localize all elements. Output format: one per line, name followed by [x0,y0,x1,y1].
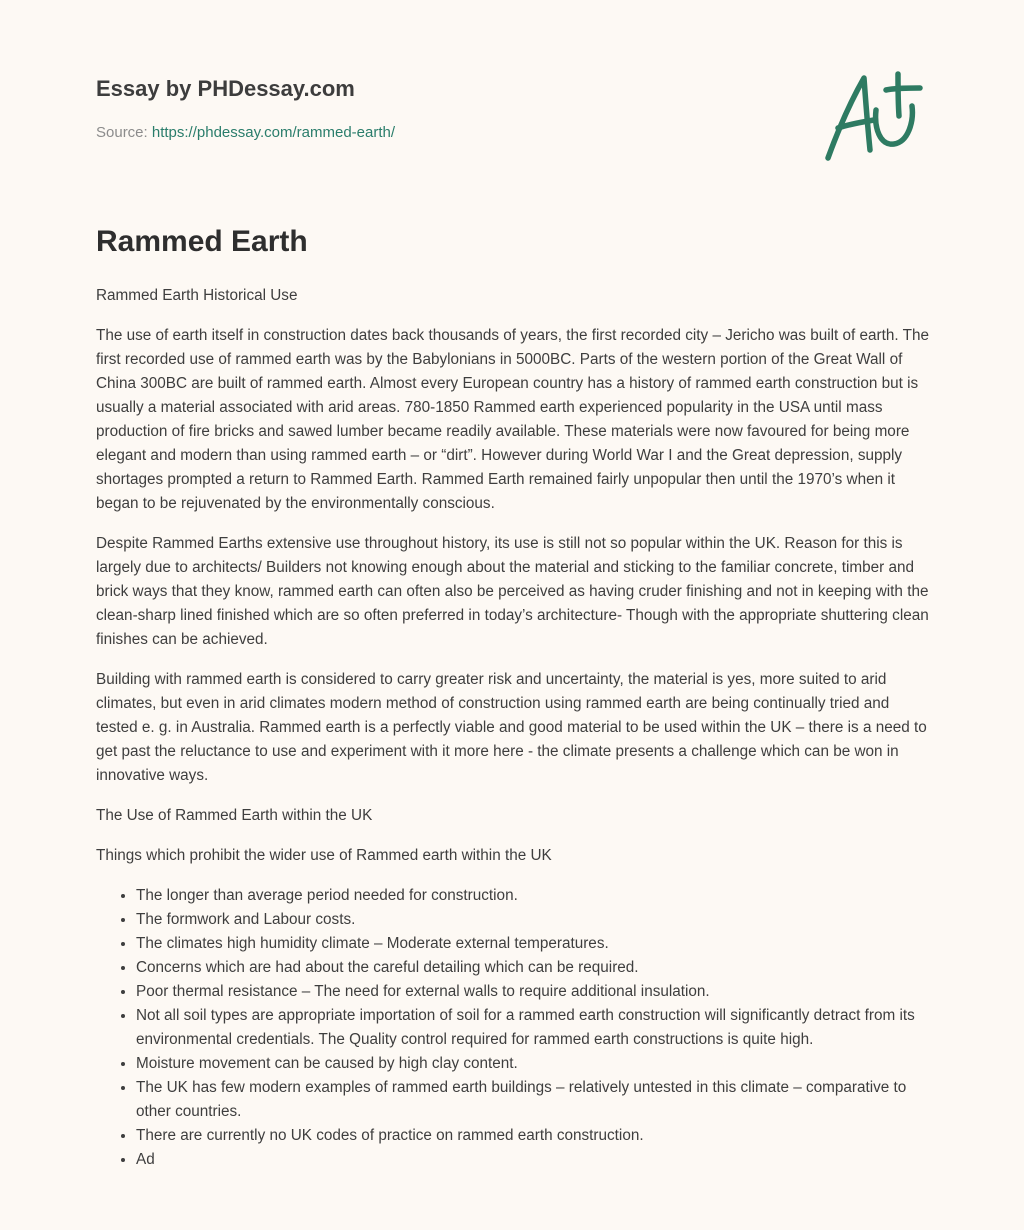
list-intro: Things which prohibit the wider use of Rammed earth within the UK [96,847,552,864]
paragraph: The use of earth itself in construction dates back thousands of years, the first recorded city – Jericho was built of earth. The first recorded use of rammed earth was by the Babylonians in 5000BC. Parts of the western portion of the Great Wall of China 300BC are built of rammed earth. Almost every European country has a history of rammed earth construction but is usually a material associated with arid areas. 780-1850 Rammed earth experienced popularity in the USA until mass production of fire bricks and sawed lumber became readily available. These materials were now favoured for being more elegant and modern than using rammed earth – or “dirt”. However during World War I and the Great depression, supply shortages prompted a return to Rammed Earth. Rammed Earth remained fairly unpopular then until the 1970’s when it began to be rejuvenated by the environmentally conscious. [96,327,929,512]
article-title: Rammed Earth [96,225,308,258]
document-header [96,0,932,200]
paragraph: Building with rammed earth is considered to carry greater risk and uncertainty, the material is yes, more suited to arid climates, but even in arid climates modern method of construction using rammed earth are being continually tried and tested e. g. in Australia. Rammed earth is a perfectly viable and good material to be used within the UK – there is a need to get past the reluctance to use and experiment with it more here - the climate presents a challenge which can be won in innovative ways. [96,671,927,784]
list-item: • The longer than average period needed for construction. [136,884,932,908]
document-page [96,0,932,1168]
source-label: Source: [96,124,152,141]
list-item: • Concerns which are had about the careful detailing which can be required. [136,956,932,980]
source-line [96,124,395,141]
subheading-historical-use: Rammed Earth Historical Use [96,287,298,304]
list-item: • The formwork and Labour costs. [136,908,932,932]
paragraph: Despite Rammed Earths extensive use throughout history, its use is still not so popular within the UK. Reason for this is largely due to architects/ Builders not knowing enough about the material and sticking to the familiar concrete, timber and brick ways that they know, rammed earth can often also be perceived as having cruder finishing and not in keeping with the clean-sharp lined finished which are so often preferred in today’s architecture- Though with the appropriate shuttering clean finishes can be achieved. [96,535,929,648]
subheading-uk-use: The Use of Rammed Earth within the UK [96,807,373,824]
list-item: • The climates high humidity climate – Moderate external temperatures. [136,932,932,956]
list-item: • There are currently no UK codes of practice on rammed earth construction. [136,1124,932,1148]
a-plus-logo-icon [822,66,926,166]
prohibitions-list [96,884,932,1172]
source-link[interactable]: https://phdessay.com/rammed-earth/ [151,124,396,141]
list-item: • Not all soil types are appropriate importation of soil for a rammed earth construction will significantly detract from its environmental credentials. The Quality control required for rammed earth constructions is quite high. [136,1004,932,1052]
list-item: • Ad [136,1148,932,1172]
list-item: • Poor thermal resistance – The need for external walls to require additional insulation. [136,980,932,1004]
list-item: • Moisture movement can be caused by high clay content. [136,1052,932,1076]
list-item: • The UK has few modern examples of rammed earth buildings – relatively untested in this climate – comparative to other countries. [136,1076,932,1124]
article-body [96,284,932,1172]
brand-title: Essay by PHDessay.com [96,76,355,101]
